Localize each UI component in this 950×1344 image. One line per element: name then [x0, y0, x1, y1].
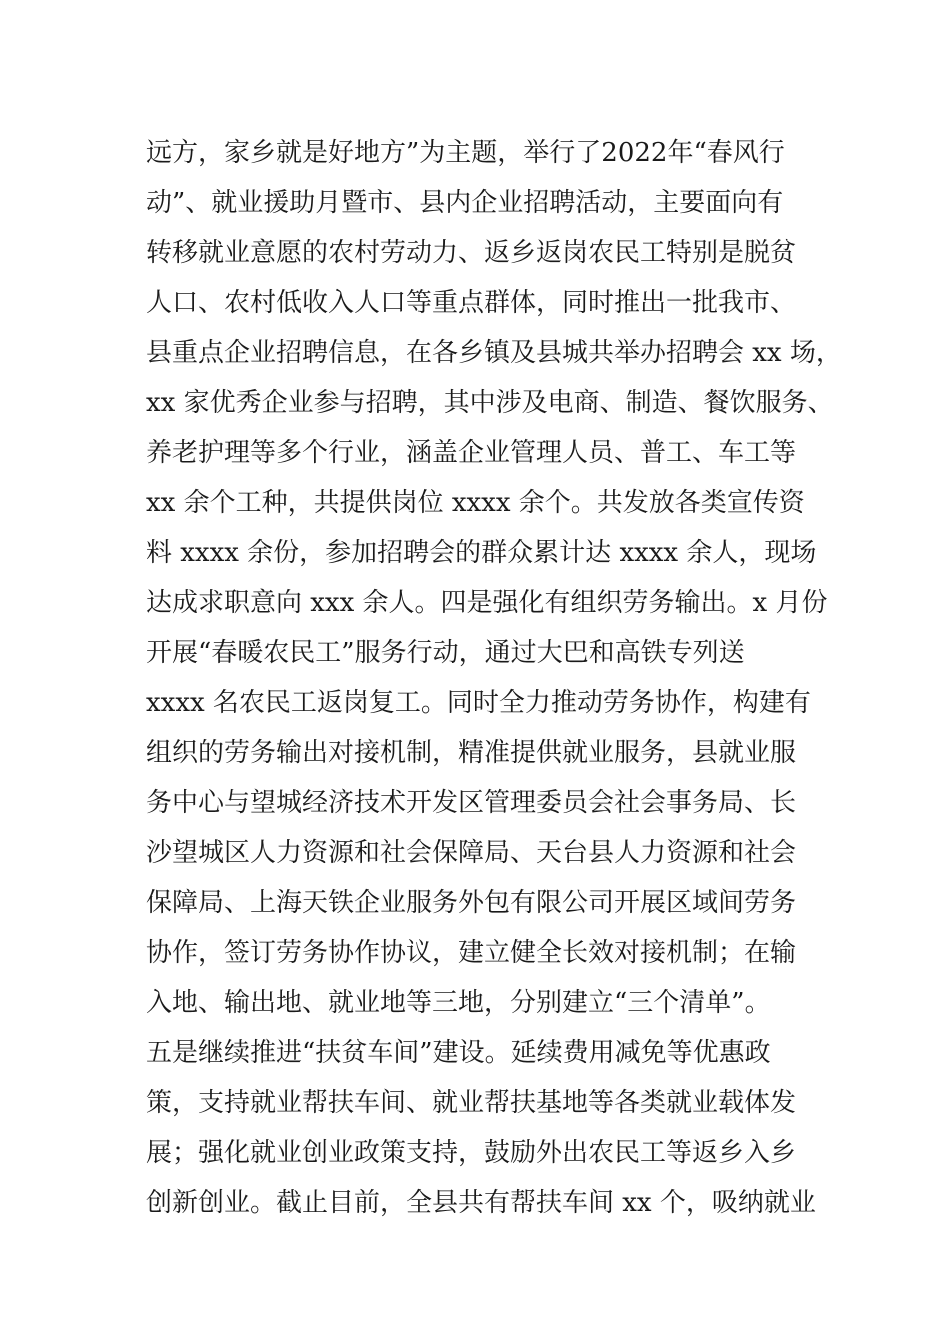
- text-line: 养老护理等多个行业，涵盖企业管理人员、普工、车工等: [146, 438, 797, 468]
- text-line: xx 家优秀企业参与招聘，其中涉及电商、制造、餐饮服务、: [146, 388, 834, 418]
- text-line: 转移就业意愿的农村劳动力、返乡返岗农民工特别是脱贫: [146, 238, 797, 268]
- body-paragraph: [146, 128, 842, 1228]
- text-line: 创新创业。截止目前，全县共有帮扶车间 xx 个，吸纳就业: [146, 1188, 816, 1218]
- text-line: xxxx 名农民工返岗复工。同时全力推动劳务协作，构建有: [146, 688, 811, 718]
- text-line: 保障局、上海天铁企业服务外包有限公司开展区域间劳务: [146, 888, 797, 918]
- text-line: 沙望城区人力资源和社会保障局、天台县人力资源和社会: [146, 838, 797, 868]
- text-line: 动”、就业援助月暨市、县内企业招聘活动，主要面向有: [146, 188, 784, 218]
- text-line: 县重点企业招聘信息，在各乡镇及县城共举办招聘会 xx 场，: [146, 338, 842, 368]
- text-line: 务中心与望城经济技术开发区管理委员会社会事务局、长: [146, 788, 797, 818]
- text-line: 展；强化就业创业政策支持，鼓励外出农民工等返乡入乡: [146, 1138, 797, 1168]
- text-line: 协作，签订劳务协作协议，建立健全长效对接机制；在输: [146, 938, 797, 968]
- text-line: 开展“春暖农民工”服务行动，通过大巴和高铁专列送: [146, 638, 745, 668]
- text-line: 达成求职意向 xxx 余人。四是强化有组织劳务输出。x 月份: [146, 588, 828, 618]
- text-line: 组织的劳务输出对接机制，精准提供就业服务，县就业服: [146, 738, 797, 768]
- text-line: 策，支持就业帮扶车间、就业帮扶基地等各类就业载体发: [146, 1088, 797, 1118]
- text-line: 人口、农村低收入人口等重点群体，同时推出一批我市、: [146, 288, 797, 318]
- text-line: xx 余个工种，共提供岗位 xxxx 余个。共发放各类宣传资: [146, 488, 805, 518]
- text-line: 五是继续推进“扶贫车间”建设。延续费用减免等优惠政: [146, 1038, 771, 1068]
- text-line: 入地、输出地、就业地等三地，分别建立“三个清单”。: [146, 988, 771, 1018]
- text-line: 远方，家乡就是好地方”为主题，举行了2022年“春风行: [146, 138, 785, 168]
- text-line: 料 xxxx 余份，参加招聘会的群众累计达 xxxx 余人，现场: [146, 538, 817, 568]
